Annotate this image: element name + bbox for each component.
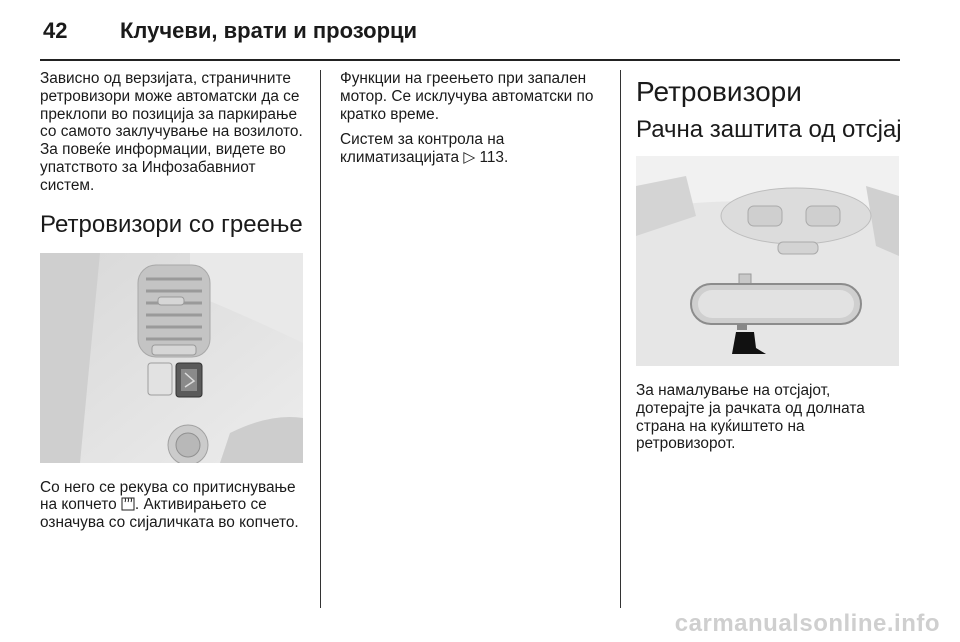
watermark: carmanualsonline.info xyxy=(674,610,940,637)
column-left xyxy=(40,70,310,540)
heading-heated-mirrors: Ретровизори со греење xyxy=(40,210,303,238)
rearview-mirror-image xyxy=(636,156,899,366)
caption-part1: Со него се рекува со притиснување на копчето xyxy=(40,478,296,514)
header-rule xyxy=(40,59,900,61)
heading-mirrors: Ретровизори xyxy=(636,76,802,107)
page-number: 42 xyxy=(43,18,68,43)
chapter-title: Клучеви, врати и прозорци xyxy=(120,18,418,43)
intro-paragraph: Зависно од верзијата, страничните ретровизори може автоматски да се преклопи во позиција за паркирање со самото заклучување на возилото. За повеќе информации, видете во упатството за Инфозабавниот систем. xyxy=(40,70,303,194)
heading-anti-dazzle: Рачна заштита од отсјај xyxy=(636,116,902,143)
climate-control-reference xyxy=(340,131,610,167)
heated-mirror-icon xyxy=(121,496,135,513)
triangle-reference-icon: ▷ xyxy=(463,149,476,167)
heated-mirror-caption xyxy=(40,479,310,532)
climate-control-text: Систем за контрола на климатизацијата xyxy=(340,131,505,167)
heated-mirror-switch-image xyxy=(40,253,303,463)
page-header xyxy=(0,0,960,60)
column-right xyxy=(636,70,902,461)
caption-part2: . Активирањето се означува со сијаличката во копчето. xyxy=(40,496,299,532)
column-middle xyxy=(340,70,610,175)
column-divider-2 xyxy=(620,70,621,608)
anti-dazzle-caption: За намалување на отсјајот, дотерајте ја рачката од долната страна на куќиштето на ретровизорот. xyxy=(636,382,865,453)
column-divider-1 xyxy=(320,70,321,608)
page-reference-number: 113. xyxy=(479,149,509,167)
heated-function-paragraph: Функции на греењето при запален мотор. Се исклучува автоматски по кратко време. xyxy=(340,70,594,123)
